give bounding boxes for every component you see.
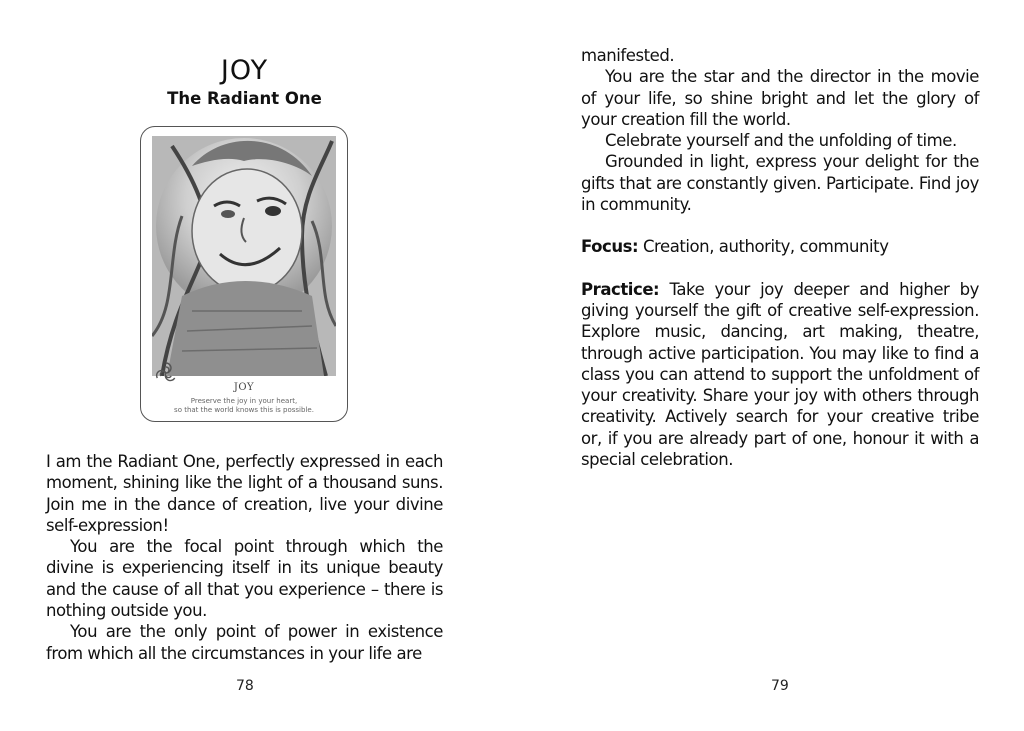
focus-text: Creation, authority, community — [638, 237, 889, 257]
left-body-text — [46, 451, 443, 664]
paragraph: Celebrate yourself and the unfolding of time. — [605, 131, 957, 151]
focus-paragraph — [581, 236, 979, 257]
card-caption-line-2: so that the world knows this is possible. — [174, 406, 314, 414]
paragraph: manifested. — [581, 46, 675, 65]
focus-label: Focus: — [581, 237, 639, 257]
page-number: 78 — [236, 678, 254, 694]
paragraph: Grounded in light, express your delight for the gifts that are constantly given. Participate. Find joy in community. — [581, 152, 979, 215]
card-name: JOY — [233, 382, 255, 393]
practice-label: Practice: — [581, 279, 660, 299]
right-page — [512, 0, 1024, 731]
paragraph: You are the star and the director in the movie of your life, so shine bright and let the glory of your creation fill the world. — [581, 67, 979, 129]
paragraph: You are the only point of power in existence from which all the circumstances in your life are — [46, 622, 443, 663]
page-number: 79 — [771, 678, 789, 694]
card-illustration — [152, 136, 336, 376]
page-title: JOY — [220, 55, 269, 86]
card-caption-line-1: Preserve the joy in your heart, — [190, 397, 298, 405]
right-body-text — [581, 45, 979, 470]
paragraph: You are the focal point through which the divine is experiencing itself in its unique beauty and the cause of all that you experience – there is nothing outside you. — [46, 537, 443, 621]
practice-text: Take your joy deeper and higher by giving yourself the gift of creative self-expression. Explore music, dancing, art making, theatre, through active participation. You may like to find a class you can attend to support the unfoldment of your creativity. Share your joy with others through creativity. Actively search for your creative tribe or, if you are already part of one, honour it with a special celebration. — [581, 279, 979, 470]
oracle-card — [140, 126, 348, 422]
page-subtitle: The Radiant One — [167, 89, 322, 108]
practice-paragraph — [581, 279, 979, 471]
paragraph: I am the Radiant One, perfectly expressed in each moment, shining like the light of a thousand suns. Join me in the dance of creation, live your divine self-expression! — [46, 452, 443, 535]
